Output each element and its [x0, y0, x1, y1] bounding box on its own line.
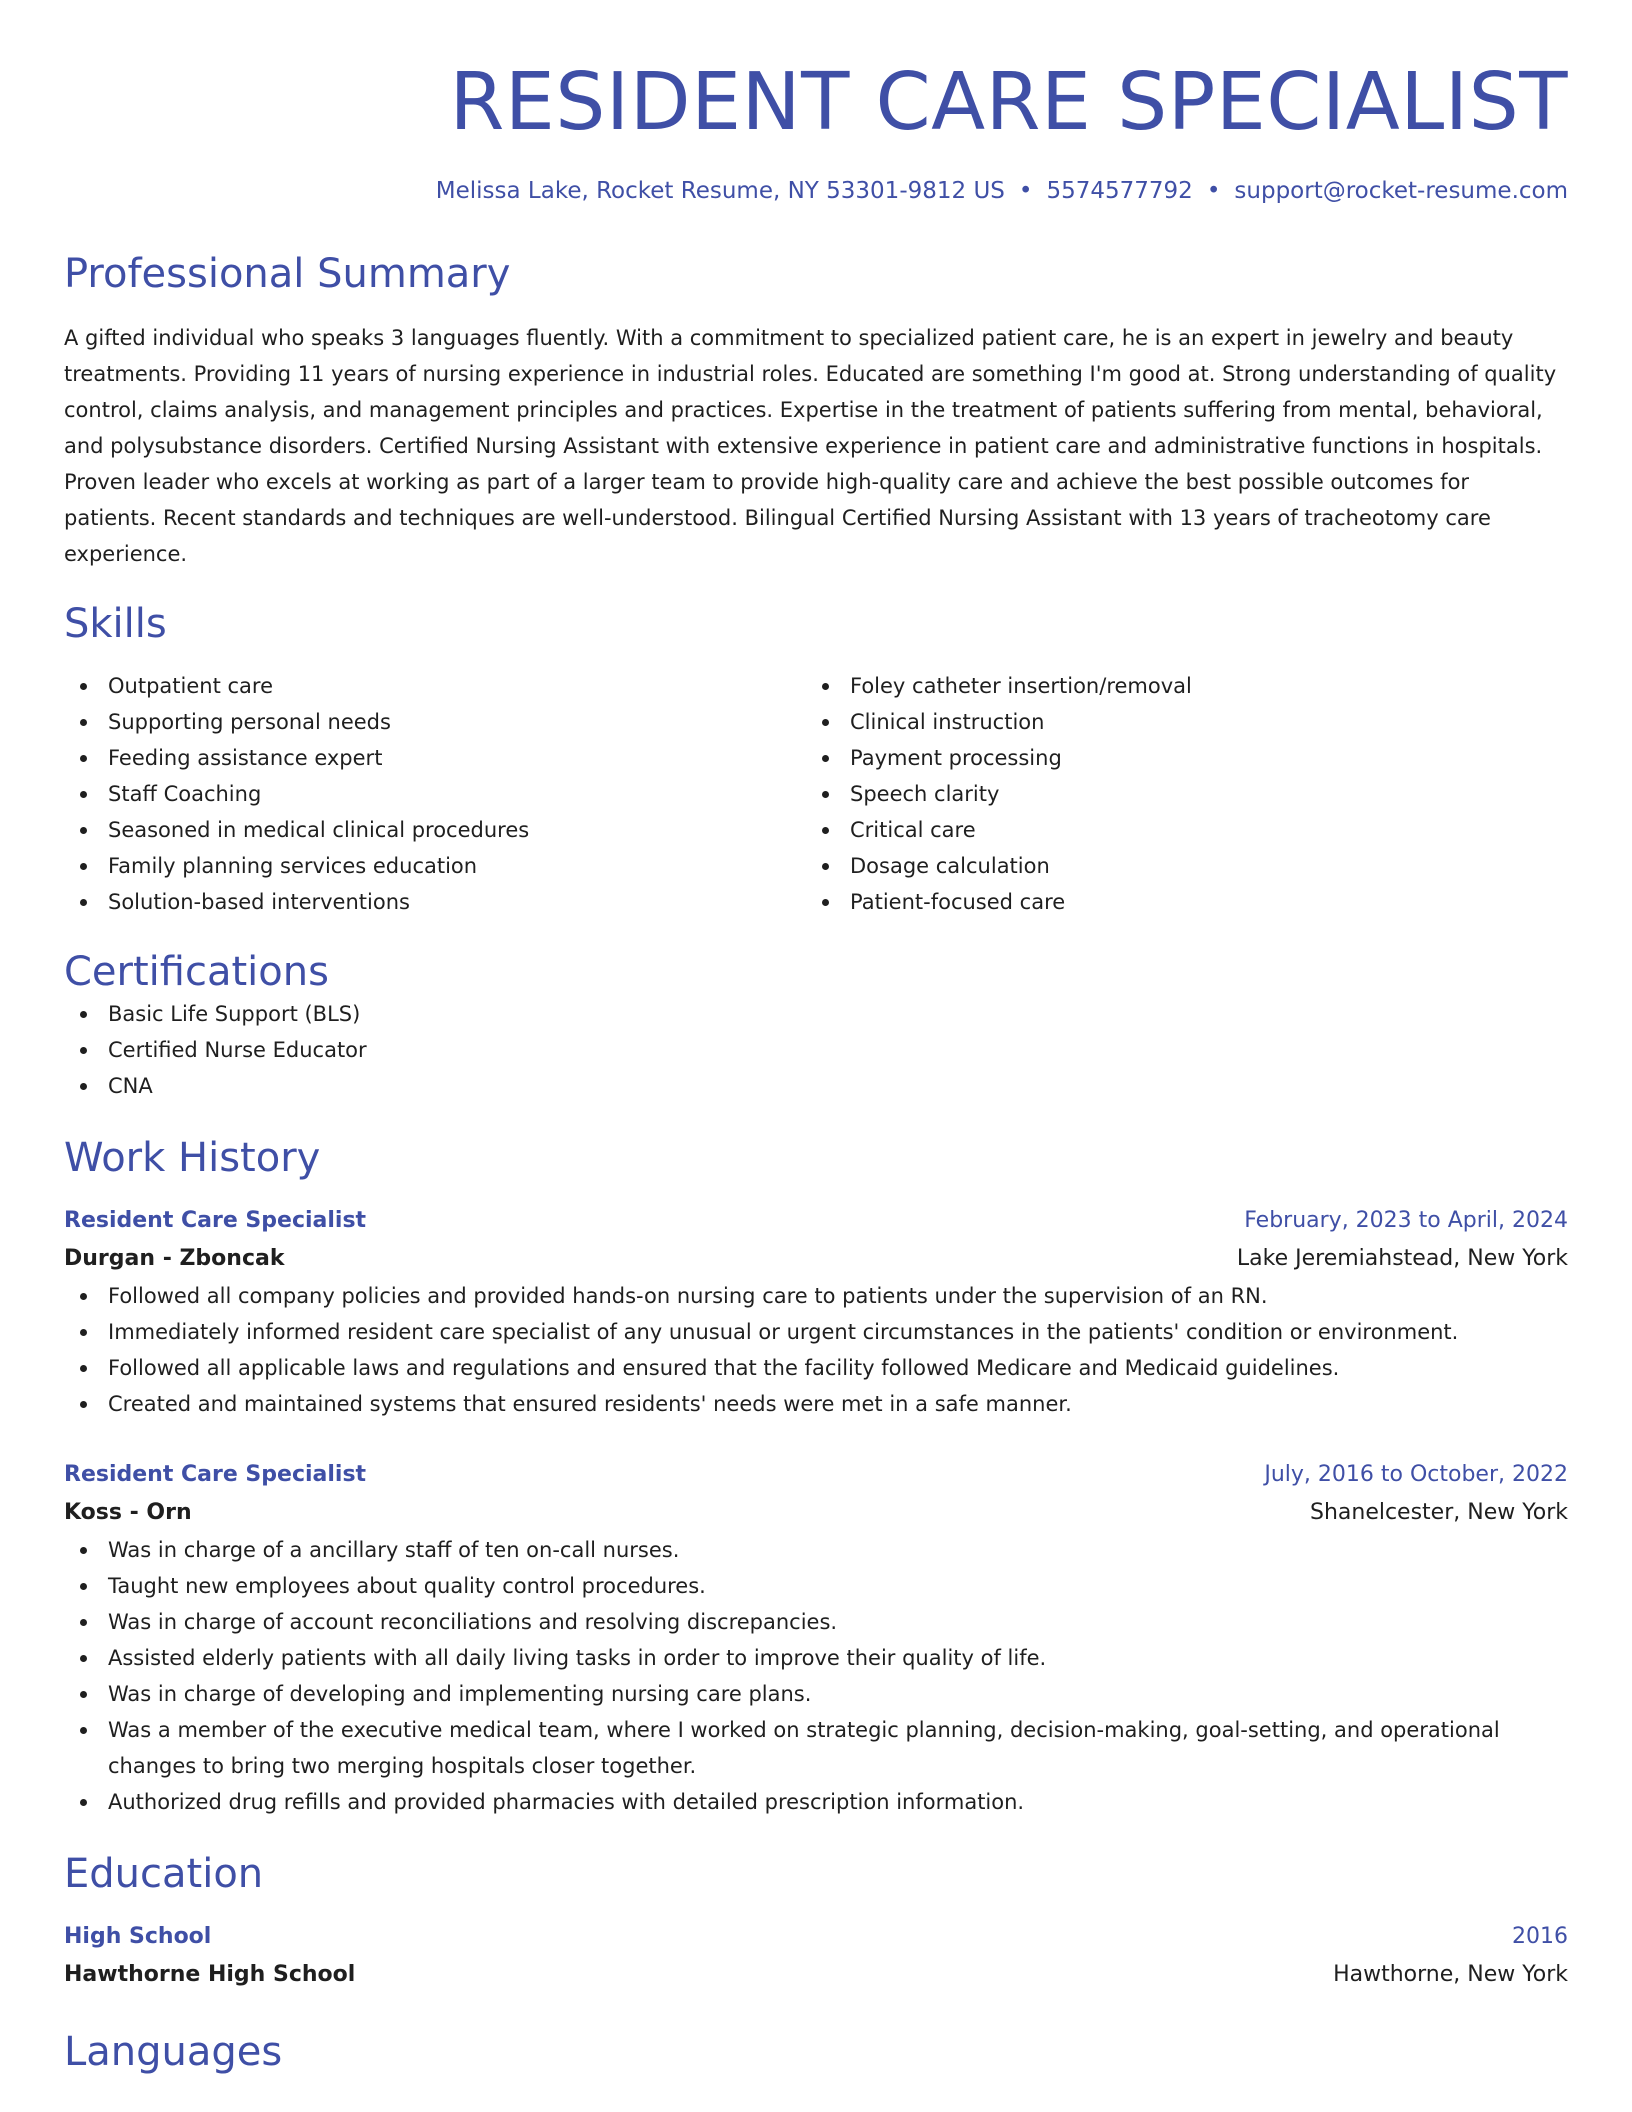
job-bullet: Taught new employees about quality control procedures. — [64, 1568, 1568, 1604]
contact-separator: • — [1206, 178, 1221, 204]
skill-item: Staff Coaching — [64, 776, 806, 812]
job-bullet: Authorized drug refills and provided pharmacies with detailed prescription information. — [64, 1784, 1568, 1820]
skill-item: Outpatient care — [64, 668, 806, 704]
job-title-row — [64, 1456, 1568, 1494]
job-bullet: Was a member of the executive medical team, where I worked on strategic planning, decision-making, goal-setting, and operational changes to bring two merging hospitals closer together. — [64, 1712, 1568, 1784]
job-bullet: Was in charge of developing and implementing nursing care plans. — [64, 1676, 1568, 1712]
skill-item: Clinical instruction — [806, 704, 1548, 740]
certification-item: CNA — [64, 1068, 1568, 1104]
skill-item: Family planning services education — [64, 848, 806, 884]
skill-item: Speech clarity — [806, 776, 1548, 812]
education-school: Hawthorne High School — [64, 1962, 356, 1987]
job-bullet: Assisted elderly patients with all daily living tasks in order to improve their quality of life. — [64, 1640, 1568, 1676]
job-title: Resident Care Specialist — [64, 1208, 367, 1233]
skill-item: Critical care — [806, 812, 1548, 848]
job-company-row — [64, 1240, 1568, 1278]
skill-item: Solution-based interventions — [64, 884, 806, 920]
work-history-heading: Work History — [64, 1135, 321, 1181]
skills-list-left — [64, 668, 806, 920]
summary-heading: Professional Summary — [64, 251, 511, 297]
certification-item: Basic Life Support (BLS) — [64, 996, 1568, 1032]
job-bullet: Was in charge of a ancillary staff of ten on-call nurses. — [64, 1532, 1568, 1568]
education-location: Hawthorne, New York — [1333, 1962, 1568, 1987]
skills-grid — [64, 668, 1568, 920]
job-title: Resident Care Specialist — [64, 1462, 367, 1487]
summary-text: A gifted individual who speaks 3 languages fluently. With a commitment to specialized patient care, he is an expert in jewelry and beauty treatments. Providing 11 years of nursing experience in industrial roles. Educated are something I'm good at. Strong understanding of quality control, claims analysis, and management principles and practices. Expertise in the treatment of patients suffering from mental, behavioral, and polysubstance disorders. Certified Nursing Assistant with extensive experience in patient care and administrative functions in hospitals. Proven leader who excels at working as part of a larger team to provide high-quality care and achieve the best possible outcomes for patients. Recent standards and techniques are well-understood. Bilingual Certified Nursing Assistant with 13 years of tracheotomy care experience. — [64, 326, 1557, 566]
resume-header — [64, 0, 1568, 206]
job-entry — [64, 1202, 1568, 1422]
job-bullet: Followed all company policies and provided hands-on nursing care to patients under the supervision of an RN. — [64, 1278, 1568, 1314]
education-degree: High School — [64, 1924, 212, 1949]
job-bullets — [64, 1532, 1568, 1820]
job-bullet: Created and maintained systems that ensured residents' needs were met in a safe manner. — [64, 1386, 1568, 1422]
contact-phone: 5574577792 — [1046, 178, 1193, 204]
job-dates: July, 2016 to October, 2022 — [1264, 1462, 1568, 1487]
languages-heading: Languages — [64, 2029, 283, 2075]
skills-heading: Skills — [64, 601, 167, 647]
contact-separator: • — [1018, 178, 1033, 204]
skill-item: Feeding assistance expert — [64, 740, 806, 776]
job-dates: February, 2023 to April, 2024 — [1244, 1208, 1568, 1233]
education-heading: Education — [64, 1851, 264, 1897]
job-company: Koss - Orn — [64, 1500, 192, 1525]
skill-item: Payment processing — [806, 740, 1548, 776]
skills-list-right — [806, 668, 1548, 920]
job-title-row — [64, 1202, 1568, 1240]
contact-address: Melissa Lake, Rocket Resume, NY 53301-9812 US — [435, 178, 1005, 204]
certification-item: Certified Nurse Educator — [64, 1032, 1568, 1068]
job-entry — [64, 1456, 1568, 1820]
skill-item: Seasoned in medical clinical procedures — [64, 812, 806, 848]
job-bullet: Was in charge of account reconciliations and resolving discrepancies. — [64, 1604, 1568, 1640]
contact-line — [64, 176, 1568, 206]
page-title: RESIDENT CARE SPECIALIST — [449, 56, 1568, 148]
education-school-row — [64, 1956, 1568, 1994]
skill-item: Supporting personal needs — [64, 704, 806, 740]
job-company: Durgan - Zboncak — [64, 1246, 285, 1271]
job-bullet: Followed all applicable laws and regulations and ensured that the facility followed Medicare and Medicaid guidelines. — [64, 1350, 1568, 1386]
education-entry — [64, 1918, 1568, 1994]
skill-item: Dosage calculation — [806, 848, 1548, 884]
job-bullet: Immediately informed resident care specialist of any unusual or urgent circumstances in the patients' condition or environment. — [64, 1314, 1568, 1350]
education-year: 2016 — [1512, 1924, 1568, 1949]
job-company-row — [64, 1494, 1568, 1532]
contact-email[interactable]: support@rocket-resume.com — [1234, 178, 1568, 204]
certifications-list — [64, 996, 1568, 1104]
job-bullets — [64, 1278, 1568, 1422]
job-location: Lake Jeremiahstead, New York — [1236, 1246, 1568, 1271]
skill-item: Patient-focused care — [806, 884, 1548, 920]
skill-item: Foley catheter insertion/removal — [806, 668, 1548, 704]
job-location: Shanelcester, New York — [1309, 1500, 1568, 1525]
certifications-heading: Certifications — [64, 949, 329, 995]
education-degree-row — [64, 1918, 1568, 1956]
